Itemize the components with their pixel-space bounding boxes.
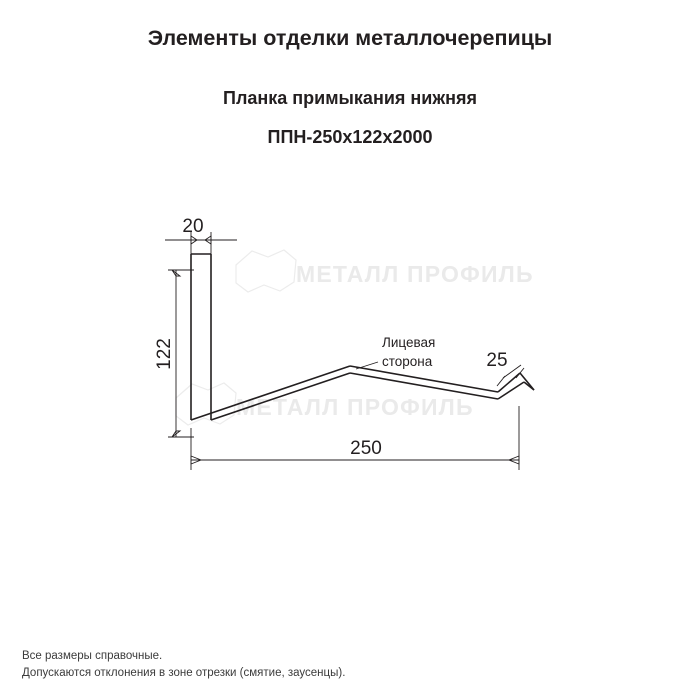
footnotes: [22, 648, 345, 682]
annotation-line-2: сторона: [382, 354, 433, 369]
footnote-1: Все размеры справочные.: [22, 650, 163, 662]
dimension-top-width-text: 20: [182, 216, 204, 237]
annotation-line-1: Лицевая: [382, 335, 436, 350]
drawing-svg: [0, 170, 700, 550]
watermark-text-2: МЕТАЛЛ ПРОФИЛЬ: [236, 394, 474, 420]
footnote-2: Допускаются отклонения в зоне отрезки (смятие, заусенцы).: [22, 667, 346, 679]
watermark-top-right: [236, 250, 534, 292]
product-code: ППН-250х122х2000: [267, 127, 433, 147]
dimension-bottom-width-text: 250: [350, 438, 382, 459]
technical-drawing: [0, 170, 700, 550]
dimension-right-edge-text: 25: [486, 350, 508, 371]
dimension-vertical-text: 122: [154, 338, 175, 370]
watermark-bottom-left: [176, 383, 474, 425]
annotation-front-side: [356, 335, 435, 369]
product-subtitle: Планка примыкания нижняя: [223, 88, 477, 108]
page-title: Элементы отделки металлочерепицы: [147, 26, 553, 50]
dimension-top-width: [165, 216, 237, 256]
dimension-right-edge: [486, 350, 524, 386]
dimension-vertical: [154, 270, 194, 437]
watermark-text: МЕТАЛЛ ПРОФИЛЬ: [296, 261, 534, 287]
